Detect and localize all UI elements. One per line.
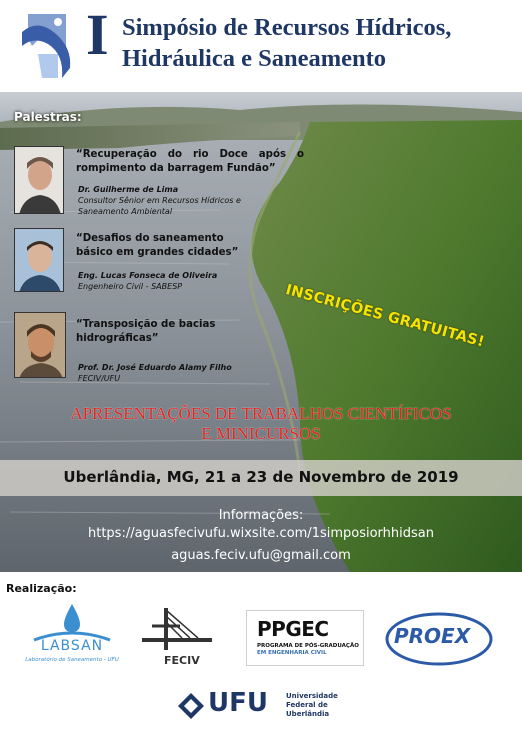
speaker-1-name: Dr. Guilherme de Lima bbox=[78, 185, 179, 194]
proex-logo bbox=[384, 610, 494, 668]
labsan-name: LABSAN bbox=[40, 638, 104, 654]
feciv-bridge-icon bbox=[138, 604, 216, 654]
ufu-full-name-line-3: Uberlândia bbox=[286, 710, 330, 718]
labsan-subtitle: Laboratório de Saneamento - UFU bbox=[25, 657, 119, 663]
ufu-name: UFU bbox=[208, 688, 268, 718]
feciv-name: FECIV bbox=[164, 654, 200, 667]
scientific-papers-notice bbox=[0, 404, 522, 444]
scientific-papers-line-2: E MINICURSOS bbox=[201, 424, 321, 443]
speaker-2-role: Engenheiro Civil - SABESP bbox=[78, 282, 183, 291]
event-title-line-2: Hidráulica e Saneamento bbox=[122, 45, 387, 72]
hero-photo bbox=[0, 92, 522, 572]
ppgec-subtitle-line-2: EM ENGENHARIA CIVIL bbox=[257, 650, 327, 656]
ufu-full-name-line-2: Federal de bbox=[286, 701, 328, 709]
info-label: Informações: bbox=[218, 508, 304, 523]
speaker-3-credentials bbox=[78, 362, 258, 384]
symposium-logo-icon bbox=[18, 8, 76, 82]
ppgec-logo bbox=[246, 610, 364, 666]
scientific-papers-line-1: APRESENTAÇÕES DE TRABALHOS CIENTÍFICOS bbox=[70, 404, 452, 423]
info-email-link[interactable]: aguas.feciv.ufu@gmail.com bbox=[171, 548, 351, 563]
speaker-2-talk-title: “Desafios do saneamento básico em grandes cidades” bbox=[76, 233, 239, 258]
speaker-3-photo bbox=[14, 312, 66, 378]
speaker-1-role: Consultor Sênior em Recursos Hídricos e Saneamento Ambiental bbox=[78, 196, 241, 216]
speaker-2-name: Eng. Lucas Fonseca de Oliveira bbox=[78, 271, 218, 280]
speaker-3-role: FECIV/UFU bbox=[78, 374, 121, 383]
organizers-heading: Realização: bbox=[6, 582, 77, 595]
event-title-line-1: Simpósio de Recursos Hídricos, bbox=[122, 14, 452, 41]
speaker-1-talk-title: “Recuperação do rio Doce após o rompimento da barragem Fundão” bbox=[76, 149, 304, 174]
ufu-logo bbox=[176, 686, 346, 726]
ufu-full-name-line-1: Universidade bbox=[286, 692, 338, 700]
speaker-2-credentials bbox=[78, 270, 258, 292]
location-date: Uberlândia, MG, 21 a 23 de Novembro de 2019 bbox=[63, 468, 459, 486]
speaker-3-talk-title: “Transposição de bacias hidrográficas” bbox=[76, 319, 216, 344]
labsan-logo bbox=[20, 600, 124, 672]
ppgec-subtitle-line-1: PROGRAMA DE PÓS-GRADUAÇÃO bbox=[257, 643, 359, 649]
event-title bbox=[122, 12, 451, 74]
feciv-logo bbox=[138, 604, 216, 672]
info-website-link[interactable]: https://aguasfecivufu.wixsite.com/1simposiorhhidsan bbox=[87, 526, 434, 541]
lectures-heading: Palestras: bbox=[14, 110, 82, 124]
ppgec-name bbox=[257, 617, 329, 641]
proex-name: PROEX bbox=[394, 624, 471, 648]
free-registration-banner: INSCRIÇÕES GRATUITAS! bbox=[283, 282, 487, 351]
speaker-3-name: Prof. Dr. José Eduardo Alamy Filho bbox=[78, 363, 232, 372]
speaker-1-credentials bbox=[78, 184, 258, 217]
ufu-full-name bbox=[286, 692, 338, 719]
speaker-2-photo bbox=[14, 228, 64, 292]
speaker-1-photo bbox=[14, 146, 64, 214]
edition-roman-numeral: I bbox=[86, 2, 109, 67]
header bbox=[0, 0, 522, 92]
ppgec-name-text: PPGEC bbox=[257, 617, 329, 641]
ufu-emblem-icon bbox=[176, 691, 206, 721]
